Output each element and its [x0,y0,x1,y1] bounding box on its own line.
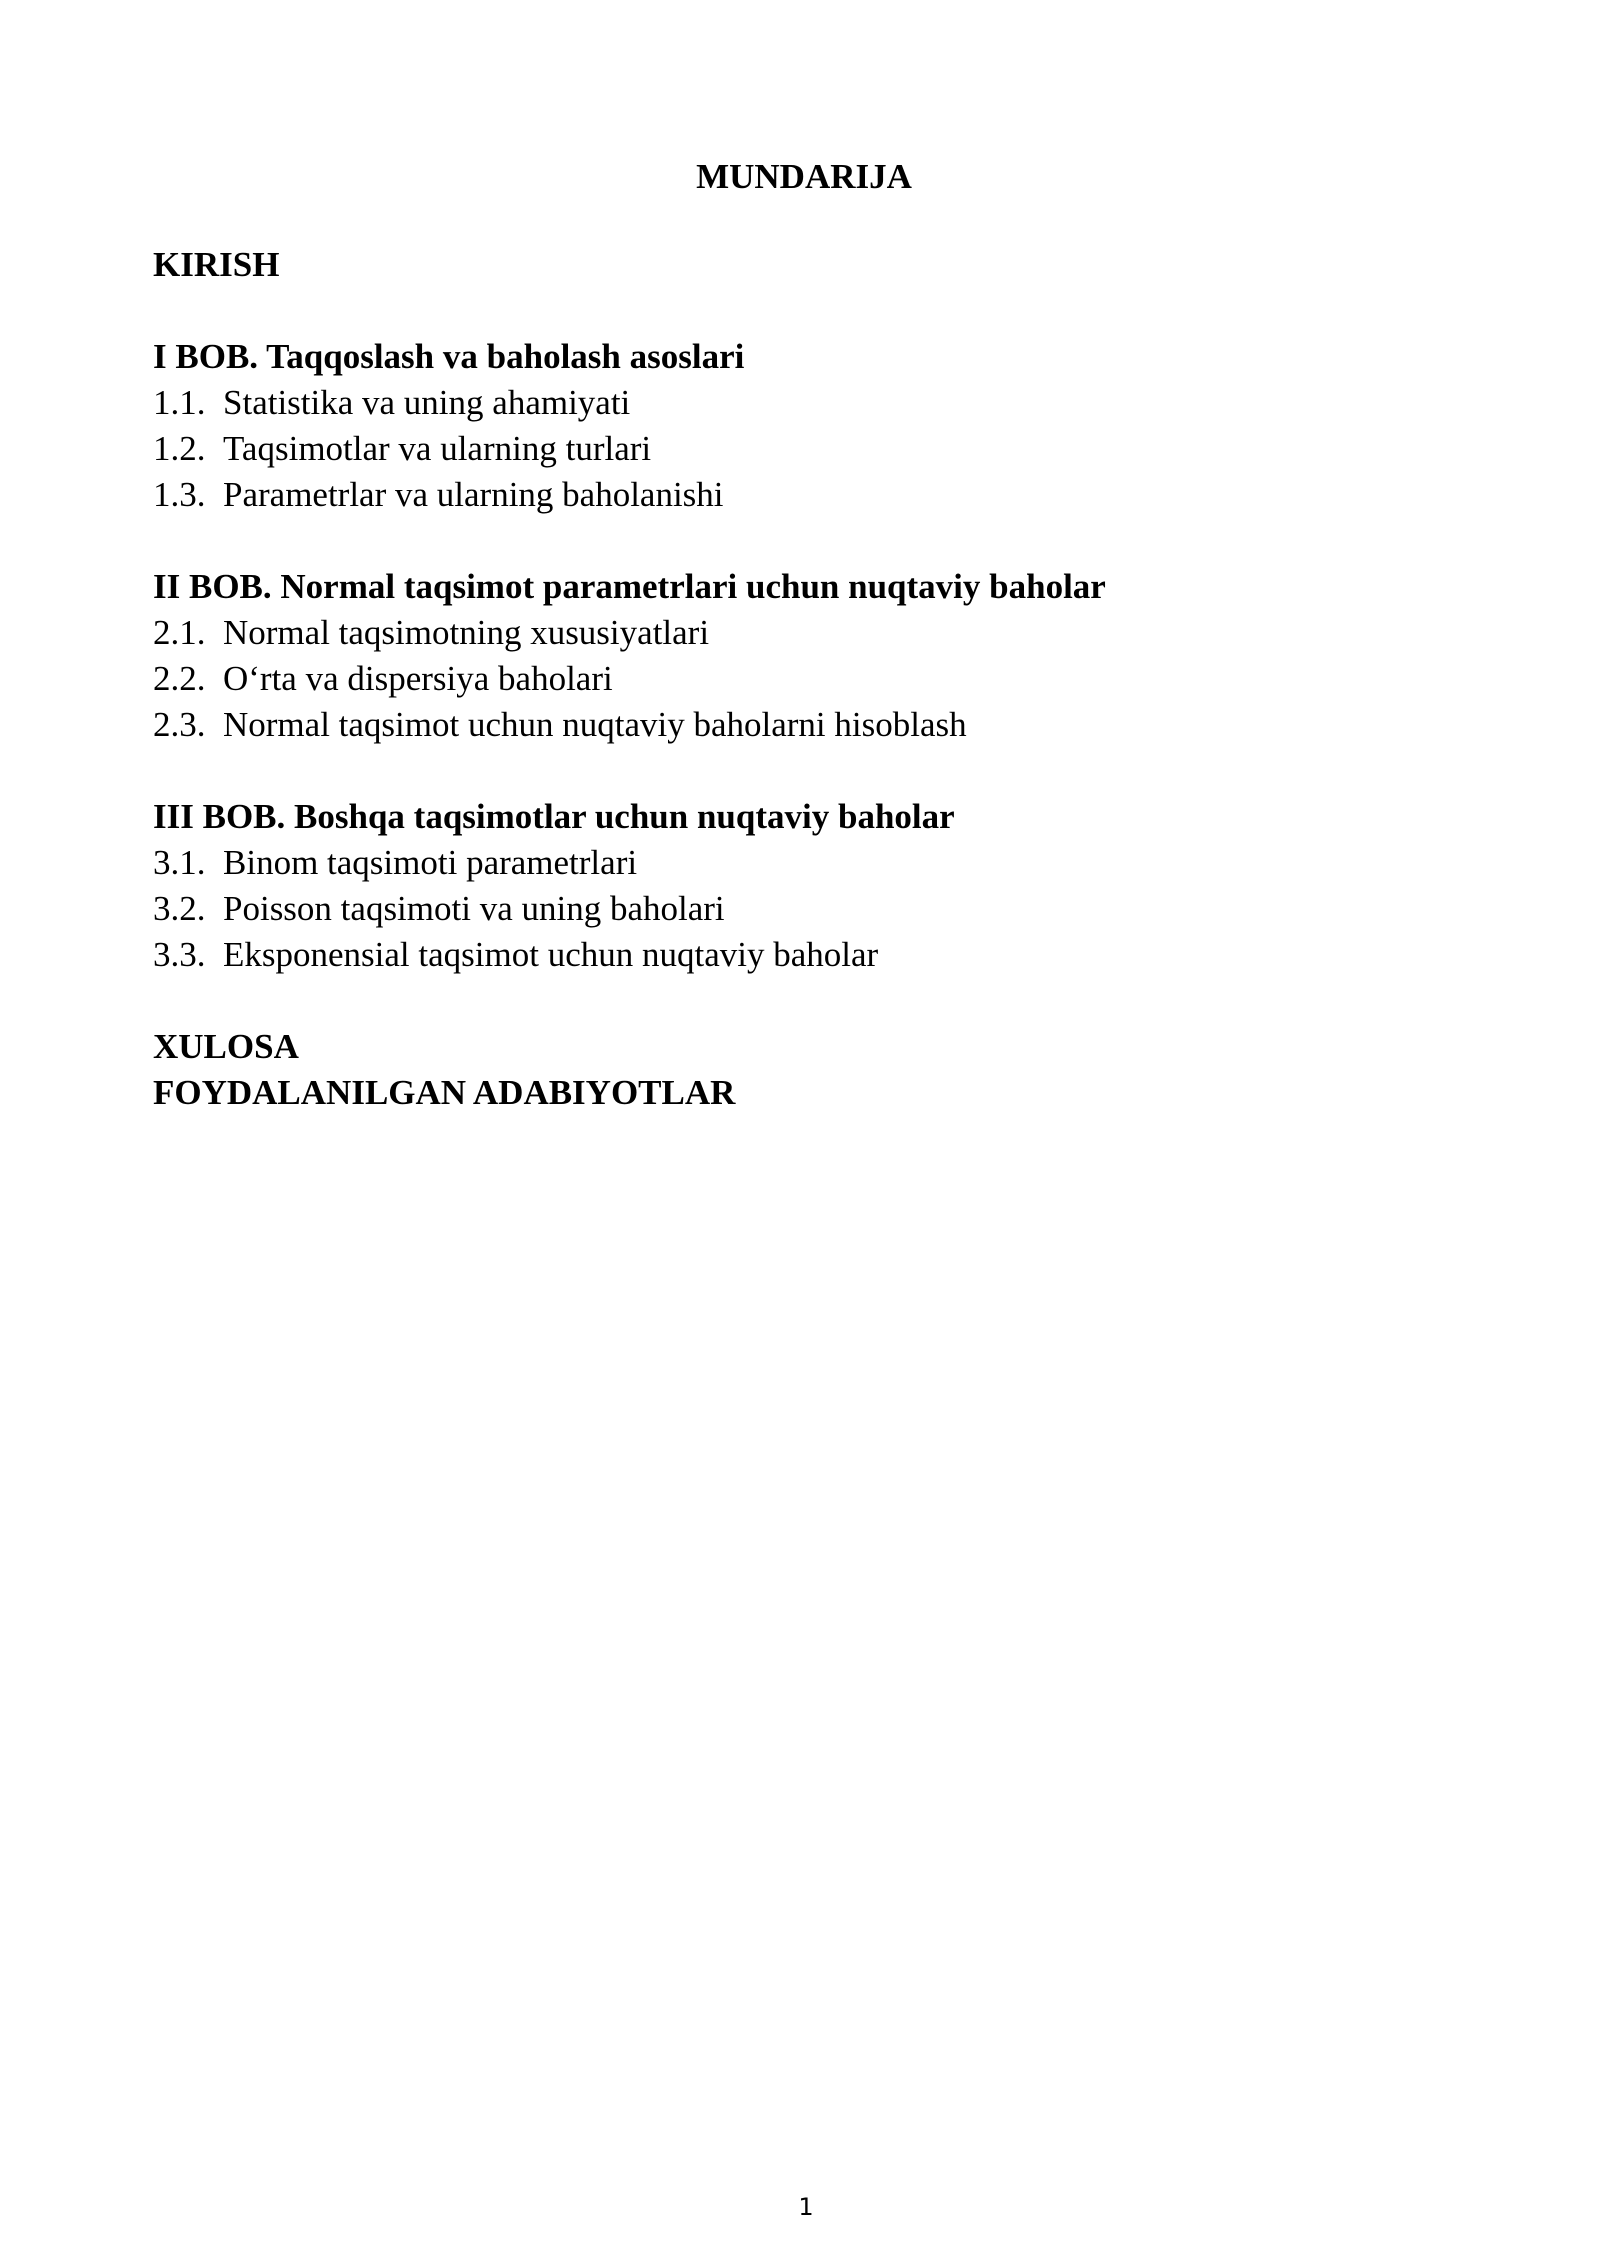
section-number: 2.3. [153,705,206,744]
section-title: Parametrlar va ularning baholanishi [223,475,724,514]
section-number: 2.1. [153,613,206,652]
page-number: 1 [798,2193,814,2221]
toc-chapter-3 [153,794,1453,978]
toc-section [153,656,1453,702]
section-title: O‘rta va dispersiya baholari [223,659,613,698]
toc-section [153,610,1453,656]
toc-section [153,380,1453,426]
section-title: Normal taqsimotning xususiyatlari [223,613,710,652]
section-number: 1.1. [153,383,206,422]
spacer [153,288,1453,334]
toc-conclusion: XULOSA [153,1027,299,1066]
toc-chapter-2 [153,564,1453,748]
spacer [153,978,1453,1024]
toc-section [153,840,1453,886]
section-number: 3.1. [153,843,206,882]
section-title: Normal taqsimot uchun nuqtaviy baholarni hisoblash [223,705,967,744]
spacer [153,748,1453,794]
chapter-heading: II BOB. Normal taqsimot parametrlari uchun nuqtaviy baholar [153,567,1106,606]
toc-chapter-1 [153,334,1453,518]
toc-section [153,426,1453,472]
toc-section [153,472,1453,518]
section-number: 1.2. [153,429,206,468]
toc-section [153,886,1453,932]
section-number: 1.3. [153,475,206,514]
chapter-heading: I BOB. Taqqoslash va baholash asoslari [153,337,745,376]
spacer [153,518,1453,564]
section-title: Eksponensial taqsimot uchun nuqtaviy baholar [223,935,879,974]
toc-section [153,702,1453,748]
page-title: MUNDARIJA [696,157,912,196]
section-number: 3.2. [153,889,206,928]
section-number: 2.2. [153,659,206,698]
toc-references: FOYDALANILGAN ADABIYOTLAR [153,1073,736,1112]
section-title: Taqsimotlar va ularning turlari [223,429,652,468]
toc-section [153,932,1453,978]
section-number: 3.3. [153,935,206,974]
chapter-heading: III BOB. Boshqa taqsimotlar uchun nuqtaviy baholar [153,797,955,836]
toc-intro: KIRISH [153,245,280,284]
section-title: Binom taqsimoti parametrlari [223,843,638,882]
section-title: Statistika va uning ahamiyati [223,383,631,422]
table-of-contents [153,242,1453,1116]
section-title: Poisson taqsimoti va uning baholari [223,889,725,928]
